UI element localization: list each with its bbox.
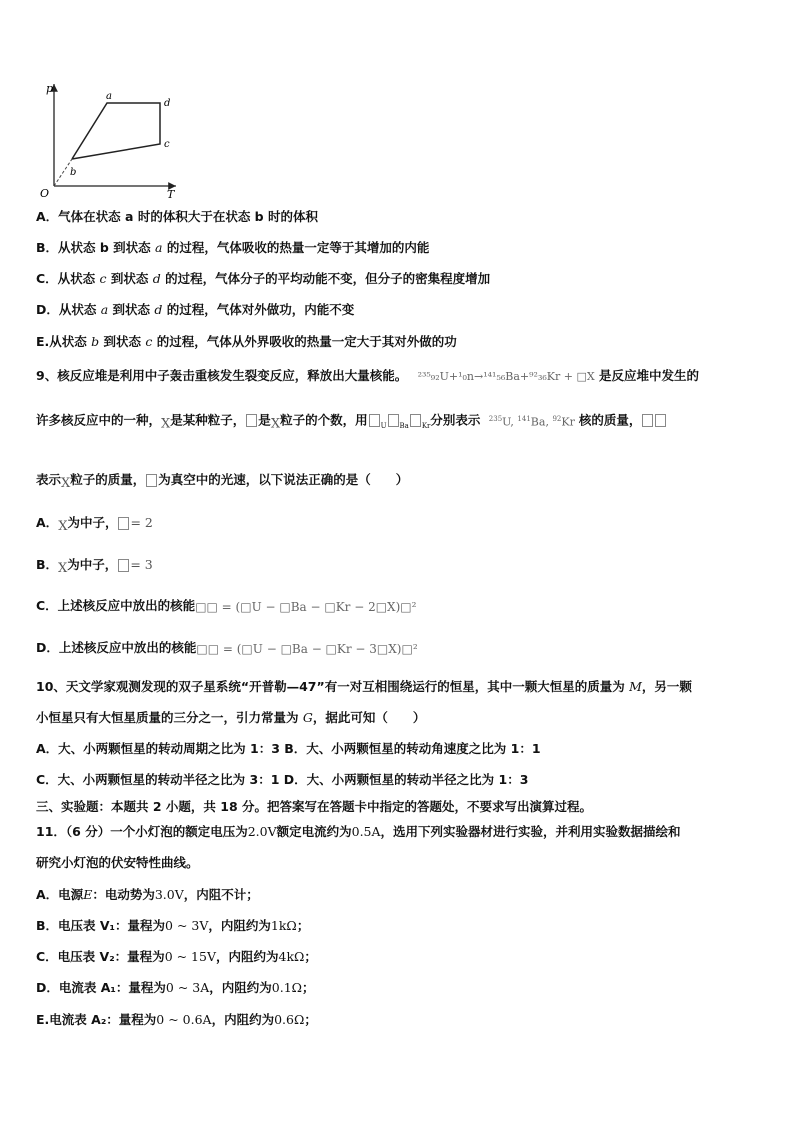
q10-stem-line2: 小恒星只有大恒星质量的三分之一，引力常量为 G，据此可知（ ）: [36, 710, 426, 725]
q11-stem-line2: 研究小灯泡的伏安特性曲线。: [36, 855, 199, 870]
q11-item-a: A．电源E：电动势为3.0V，内阻不计；: [36, 887, 259, 902]
q11-item-c: C．电压表 V₂：量程为0 ~ 15V，内阻约为4kΩ；: [36, 949, 317, 964]
q8-option-c: C．从状态 c 到状态 d 的过程，气体分子的平均动能不变，但分子的密集程度增加: [36, 271, 491, 286]
process-path: [72, 103, 160, 159]
q9-option-b: B．X为中子， = 3: [36, 557, 153, 576]
q10-options-cd: C．大、小两颗恒星的转动半径之比为 3：1 D．大、小两颗恒星的转动半径之比为 1：3: [36, 772, 529, 787]
q10-options-ab: A．大、小两颗恒星的转动周期之比为 1：3 B．大、小两颗恒星的转动角速度之比为 1：1: [36, 741, 541, 756]
point-d-label: d: [164, 98, 171, 109]
axis-T-label: T: [167, 188, 175, 198]
q9-stem-line3: 表示X粒子的质量， 为真空中的光速，以下说法正确的是（ ）: [36, 472, 409, 491]
point-a-label: a: [106, 91, 112, 102]
q11-item-b: B．电压表 V₁：量程为0 ~ 3V，内阻约为1kΩ；: [36, 918, 310, 933]
q9-option-a: A．X为中子， = 2: [36, 515, 153, 534]
q9-option-d: D．上述核反应中放出的核能□□ = (□U − □Ba − □Kr − 3□X)□²: [36, 640, 418, 656]
q11-item-e: E.电流表 A₂：量程为0 ~ 0.6A，内阻约为0.6Ω；: [36, 1012, 317, 1027]
point-c-label: c: [164, 139, 170, 150]
q9-stem-line2: 许多核反应中的一种，X是某种粒子， 是X粒子的个数，用 $_U$ $_{Ba}$ $_{Kr}$分别表示 $^{235}$U, $^{141}$Ba, $^{92}$Kr 核的质量，: [36, 411, 667, 434]
placeholder-box: [246, 414, 257, 427]
axis-p-label: p: [46, 82, 54, 95]
origin-label: O: [40, 187, 50, 198]
section-3-heading: 三、实验题：本题共 2 小题，共 18 分。把答案写在答题卡中指定的答题处，不要求写出演算过程。: [36, 799, 593, 814]
q8-option-b: B．从状态 b 到状态 a 的过程，气体吸收的热量一定等于其增加的内能: [36, 240, 430, 255]
q8-option-a: A．气体在状态 a 时的体积大于在状态 b 时的体积: [36, 209, 318, 224]
q8-option-d: D．从状态 a 到状态 d 的过程，气体对外做功，内能不变: [36, 302, 355, 317]
q9-option-c: C．上述核反应中放出的核能□□ = (□U − □Ba − □Kr − 2□X)□²: [36, 598, 417, 614]
q10-stem-line1: 10、天文学家观测发现的双子星系统“开普勒—47”有一对互相围绕运行的恒星，其中一颗大恒星的质量为 M，另一颗: [36, 679, 692, 694]
point-b-label: b: [70, 167, 77, 178]
q8-option-e: E.从状态 b 到状态 c 的过程，气体从外界吸收的热量一定大于其对外做的功: [36, 334, 457, 349]
q9-reaction-equation: ²³⁵₉₂U+¹₀n→¹⁴¹₅₆Ba+⁹²₃₆Kr + □X: [417, 369, 595, 383]
q11-stem-line1: 11．（6 分）一个小灯泡的额定电压为2.0V额定电流约为0.5A，选用下列实验器材进行实验，并利用实验数据描绘和: [36, 824, 681, 839]
q11-item-d: D．电流表 A₁：量程为0 ~ 3A，内阻约为0.1Ω；: [36, 980, 315, 995]
q9-stem-line1: 9、核反应堆是利用中子轰击重核发生裂变反应，释放出大量核能。 ²³⁵₉₂U+¹₀n→¹⁴¹₅₆Ba+⁹²₃₆Kr + □X 是反应堆中发生的: [36, 368, 700, 383]
p-T-graph: [36, 76, 186, 198]
